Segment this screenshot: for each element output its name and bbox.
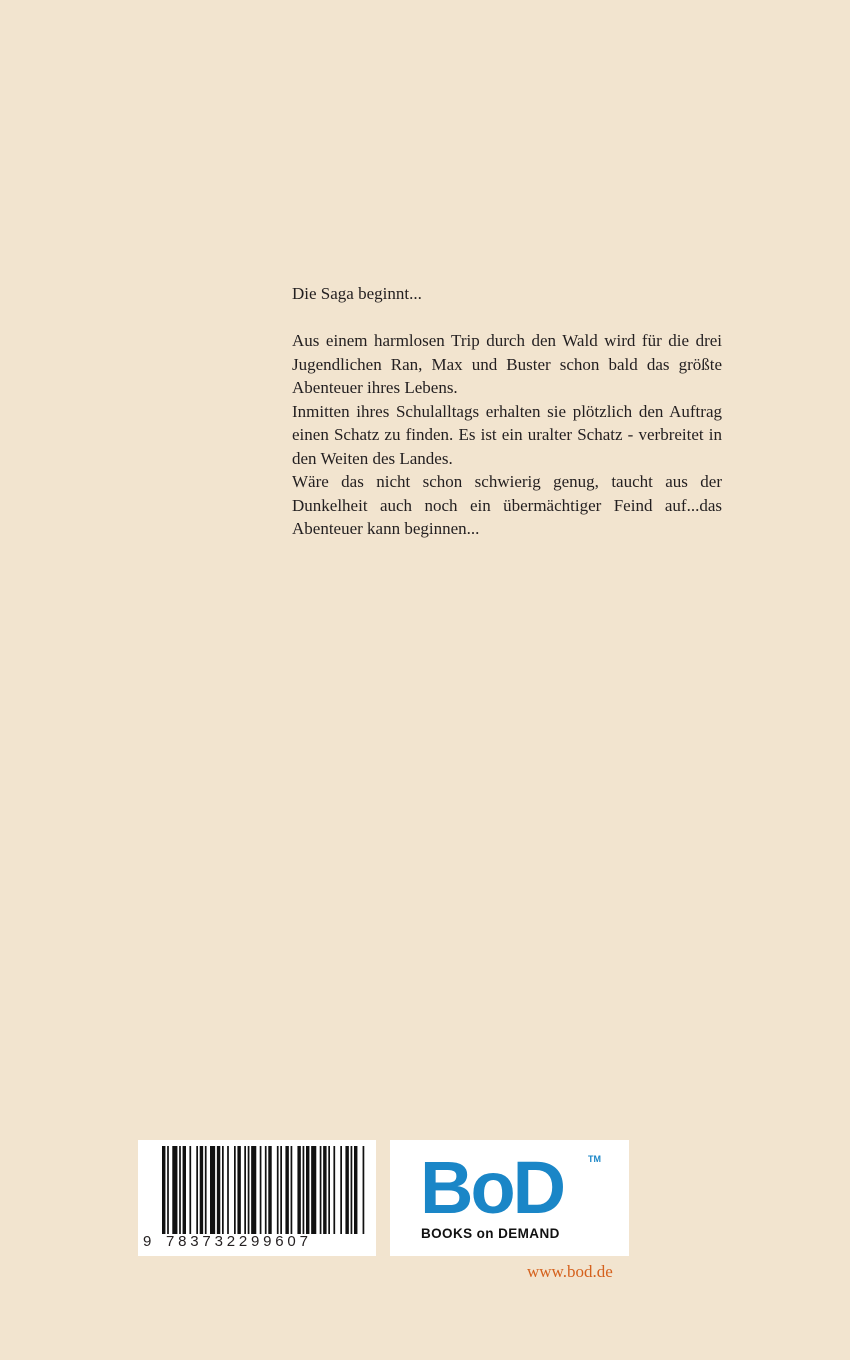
barcode-bar xyxy=(277,1146,279,1234)
bod-logo-text: BoD xyxy=(420,1146,564,1229)
barcode-bar xyxy=(323,1146,326,1234)
barcode-bar xyxy=(306,1146,309,1234)
barcode-bar xyxy=(172,1146,177,1234)
barcode-bar xyxy=(189,1146,191,1234)
barcode-bar xyxy=(333,1146,335,1234)
barcode-bar xyxy=(234,1146,236,1234)
blurb-paragraph-2: Inmitten ihres Schulalltags erhalten sie plötzlich den Auftrag einen Schatz zu finden. Es ist ein uralter Schatz - verbreitet in den Weiten des Landes. xyxy=(292,401,722,468)
barcode-bar xyxy=(200,1146,203,1234)
barcode-bar xyxy=(251,1146,256,1234)
barcode-bar xyxy=(354,1146,357,1234)
barcode-bars-graphic xyxy=(162,1146,366,1234)
barcode-bar xyxy=(248,1146,250,1234)
blurb-intro: Die Saga beginnt... xyxy=(292,284,422,303)
barcode-digits: 783732299607 xyxy=(166,1233,312,1250)
barcode-bar xyxy=(345,1146,348,1234)
barcode-bar xyxy=(183,1146,186,1234)
back-cover-blurb xyxy=(292,282,722,541)
barcode-bar xyxy=(179,1146,181,1234)
publisher-tagline: BOOKS on DEMAND xyxy=(421,1226,560,1241)
barcode-bar xyxy=(244,1146,246,1234)
barcode-bar xyxy=(237,1146,240,1234)
barcode-bar xyxy=(167,1146,169,1234)
barcode-bar xyxy=(222,1146,224,1234)
barcode-bar xyxy=(205,1146,207,1234)
barcode-bar xyxy=(268,1146,271,1234)
trademark-mark: TM xyxy=(588,1154,601,1164)
barcode-bar xyxy=(285,1146,288,1234)
barcode-bar xyxy=(320,1146,322,1234)
barcode-bar xyxy=(280,1146,282,1234)
barcode-bar xyxy=(311,1146,316,1234)
barcode-bar xyxy=(260,1146,262,1234)
barcode-bar xyxy=(291,1146,293,1234)
blurb-paragraph-3: Wäre das nicht schon schwierig genug, taucht aus der Dunkelheit auch noch ein übermächtiger Feind auf...das Abenteuer kann beginnen... xyxy=(292,472,722,538)
publisher-website-link[interactable]: www.bod.de xyxy=(527,1262,613,1281)
barcode-bar xyxy=(265,1146,267,1234)
barcode-bar xyxy=(210,1146,215,1234)
barcode-bar xyxy=(196,1146,198,1234)
barcode-bar xyxy=(351,1146,353,1234)
blurb-paragraph-1: Aus einem harmlosen Trip durch den Wald wird für die drei Jugendlichen Ran, Max und Buster schon bald das größte Abenteuer ihres Lebens. xyxy=(292,331,722,397)
isbn-barcode xyxy=(138,1140,376,1256)
barcode-bar xyxy=(297,1146,300,1234)
barcode-bar xyxy=(363,1146,365,1234)
barcode-bar xyxy=(227,1146,229,1234)
barcode-bar xyxy=(303,1146,305,1234)
barcode-bar xyxy=(162,1146,165,1234)
barcode-first-digit: 9 xyxy=(143,1233,152,1250)
barcode-bar xyxy=(340,1146,342,1234)
barcode-bar xyxy=(328,1146,330,1234)
barcode-bar xyxy=(217,1146,220,1234)
publisher-logo xyxy=(390,1140,629,1256)
